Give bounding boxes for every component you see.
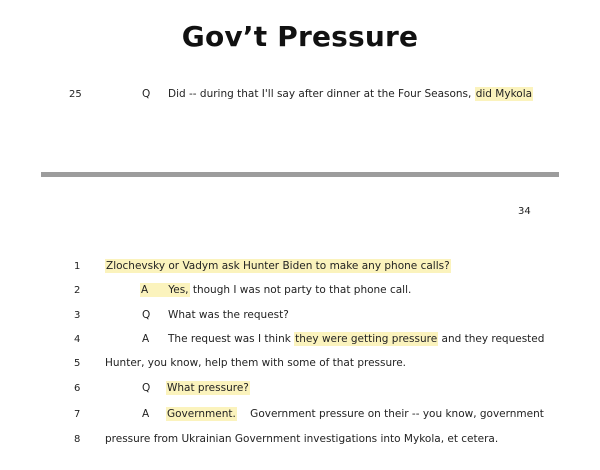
highlighted-text: Yes, (168, 284, 189, 296)
line-text: Did -- during that I'll say after dinner at the Four Seasons, (168, 88, 472, 100)
highlighted-text: Government. (167, 408, 236, 420)
transcript-line (105, 260, 451, 272)
transcript-line (166, 382, 250, 394)
line-number: 1 (74, 261, 81, 272)
transcript-line (140, 284, 411, 296)
line-text: pressure from Ukrainian Government investigations into Mykola, et cetera. (105, 433, 499, 445)
speaker-label: Q (142, 309, 151, 321)
page-number: 34 (518, 206, 531, 217)
line-number: 2 (74, 285, 81, 296)
line-number: 7 (74, 409, 81, 420)
transcript-line (168, 333, 544, 345)
highlighted-text: What pressure? (167, 382, 249, 394)
speaker-label: A (142, 333, 150, 345)
line-number: 25 (69, 89, 82, 100)
line-text: Government pressure on their -- you know, government (236, 408, 544, 420)
speaker-label: A Yes, (141, 284, 189, 296)
page-divider (41, 172, 559, 177)
line-number: 8 (74, 434, 81, 445)
line-number: 5 (74, 358, 81, 369)
line-text: What was the request? (168, 309, 289, 321)
highlighted-text: did Mykola (475, 88, 533, 100)
page-title: Gov’t Pressure (181, 20, 419, 53)
line-number: 3 (74, 310, 81, 321)
line-text: and they requested (438, 333, 545, 345)
line-text: The request was I think (168, 333, 295, 345)
speaker-label: Q (142, 88, 151, 100)
line-number: 6 (74, 383, 81, 394)
speaker-label: Q (142, 382, 151, 394)
highlighted-text: Zlochevsky or Vadym ask Hunter Biden to make any phone calls? (106, 260, 450, 272)
transcript-line (166, 408, 544, 420)
transcript-line (168, 88, 533, 100)
line-number: 4 (74, 334, 81, 345)
highlighted-text: they were getting pressure (295, 333, 438, 345)
speaker-label: A (142, 408, 150, 420)
line-text: though I was not party to that phone call. (189, 284, 412, 296)
line-text: Hunter, you know, help them with some of that pressure. (105, 357, 407, 369)
